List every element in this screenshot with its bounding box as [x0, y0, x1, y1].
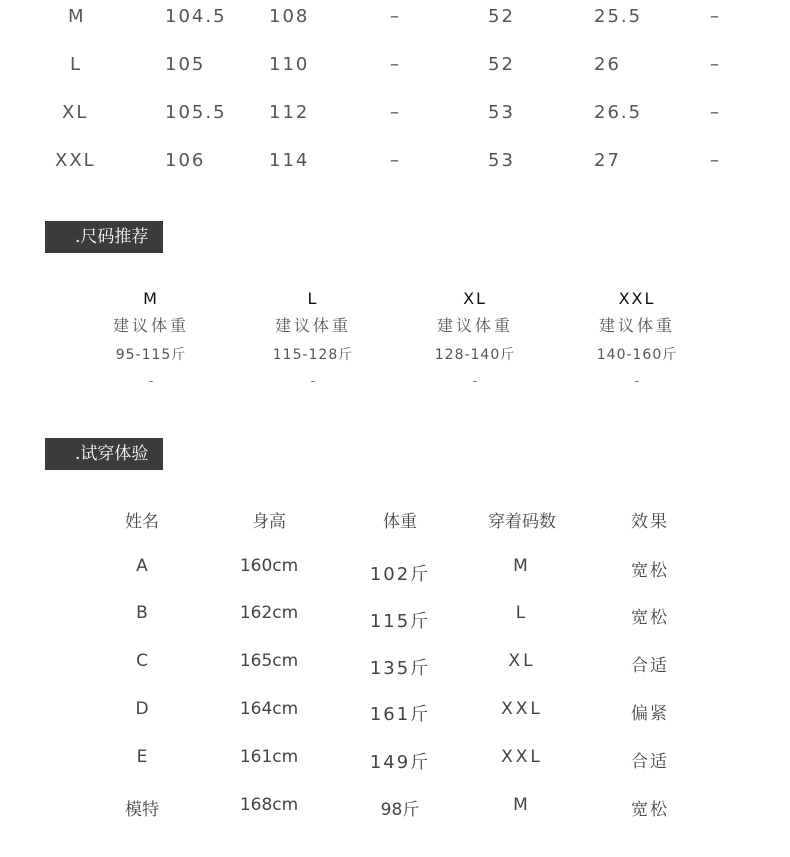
height-cell: 162cm [239, 603, 299, 623]
value-cell: 110 [269, 54, 310, 75]
recommend-size: M [143, 289, 159, 308]
value-cell: 105 [165, 54, 206, 75]
height-cell: 160cm [239, 556, 299, 576]
size-cell: XL [62, 102, 89, 123]
height-cell: 161cm [239, 747, 299, 767]
value-cell: 112 [269, 102, 310, 123]
value-cell: 114 [269, 150, 310, 171]
effect-cell: 偏紧 [631, 704, 669, 724]
table-row [0, 795, 790, 825]
recommend-dash: - [148, 374, 154, 389]
size-cell: XXL [55, 150, 96, 171]
recommend-range: 115-128斤 [272, 347, 354, 363]
header-effect: 效果 [631, 512, 669, 532]
value-cell: 53 [488, 150, 515, 171]
size-cell: XXL [501, 699, 543, 719]
name-cell: B [136, 603, 148, 623]
value-cell: 104.5 [165, 6, 227, 27]
effect-cell: 宽松 [631, 608, 669, 628]
recommend-size: XL [463, 289, 487, 308]
name-cell: A [136, 556, 148, 576]
size-cell: XXL [501, 747, 543, 767]
size-cell: M [513, 795, 531, 815]
table-row [0, 747, 790, 777]
table-row [0, 6, 790, 36]
recommend-item-m [71, 287, 231, 397]
size-recommend-title: .尺码推荐 [75, 227, 149, 247]
header-height: 身高 [252, 512, 286, 532]
name-cell: C [136, 651, 148, 671]
recommend-size: XXL [618, 289, 656, 308]
recommend-range: 140-160斤 [596, 347, 678, 363]
value-cell: – [710, 102, 721, 123]
recommend-dash: - [634, 374, 640, 389]
value-cell: 105.5 [165, 102, 227, 123]
value-cell: – [390, 150, 401, 171]
name-cell: D [135, 699, 149, 719]
value-cell: 53 [488, 102, 515, 123]
value-cell: 106 [165, 150, 206, 171]
size-cell: M [68, 6, 86, 27]
table-row [0, 54, 790, 84]
weight-cell: 135斤 [369, 658, 431, 679]
recommend-dash: - [472, 374, 478, 389]
value-cell: 52 [488, 6, 515, 27]
table-row [0, 603, 790, 633]
value-cell: – [710, 6, 721, 27]
weight-cell: 115斤 [369, 611, 431, 632]
size-recommend-heading [45, 221, 163, 253]
height-cell: 168cm [239, 795, 299, 815]
value-cell: – [390, 6, 401, 27]
size-cell: M [513, 556, 531, 576]
value-cell: – [390, 54, 401, 75]
recommend-item-xxl [557, 287, 717, 397]
recommend-range: 128-140斤 [434, 347, 516, 363]
table-row [0, 150, 790, 180]
header-weight: 体重 [383, 512, 417, 532]
header-size: 穿着码数 [488, 512, 556, 532]
value-cell: 27 [594, 150, 621, 171]
value-cell: 108 [269, 6, 310, 27]
recommend-range: 95-115斤 [115, 347, 187, 363]
effect-cell: 宽松 [631, 800, 669, 820]
name-cell: E [136, 747, 148, 767]
value-cell: – [710, 54, 721, 75]
recommend-item-xl [395, 287, 555, 397]
weight-cell: 102斤 [369, 564, 431, 585]
weight-cell: 161斤 [369, 704, 431, 725]
trial-title: .试穿体验 [75, 444, 149, 464]
recommend-label: 建议体重 [274, 316, 351, 335]
trial-heading [45, 438, 163, 470]
table-row [0, 699, 790, 729]
height-cell: 165cm [239, 651, 299, 671]
name-cell: 模特 [125, 800, 159, 820]
size-cell: XL [508, 651, 536, 671]
value-cell: 26.5 [594, 102, 643, 123]
value-cell: – [710, 150, 721, 171]
value-cell: 25.5 [594, 6, 643, 27]
value-cell: – [390, 102, 401, 123]
trial-header-row [0, 507, 790, 537]
header-name: 姓名 [125, 512, 159, 532]
effect-cell: 宽松 [631, 561, 669, 581]
weight-cell: 149斤 [369, 752, 431, 773]
recommend-dash: - [310, 374, 316, 389]
weight-cell: 98斤 [380, 800, 420, 820]
recommend-label: 建议体重 [436, 316, 513, 335]
table-row [0, 102, 790, 132]
value-cell: 26 [594, 54, 621, 75]
size-cell: L [70, 54, 83, 75]
recommend-size: L [307, 289, 319, 308]
height-cell: 164cm [239, 699, 299, 719]
effect-cell: 合适 [631, 752, 669, 772]
effect-cell: 合适 [631, 656, 669, 676]
table-row [0, 556, 790, 586]
recommend-label: 建议体重 [112, 316, 189, 335]
recommend-label: 建议体重 [598, 316, 675, 335]
size-cell: L [515, 603, 529, 623]
value-cell: 52 [488, 54, 515, 75]
recommend-item-l [233, 287, 393, 397]
table-row [0, 651, 790, 681]
